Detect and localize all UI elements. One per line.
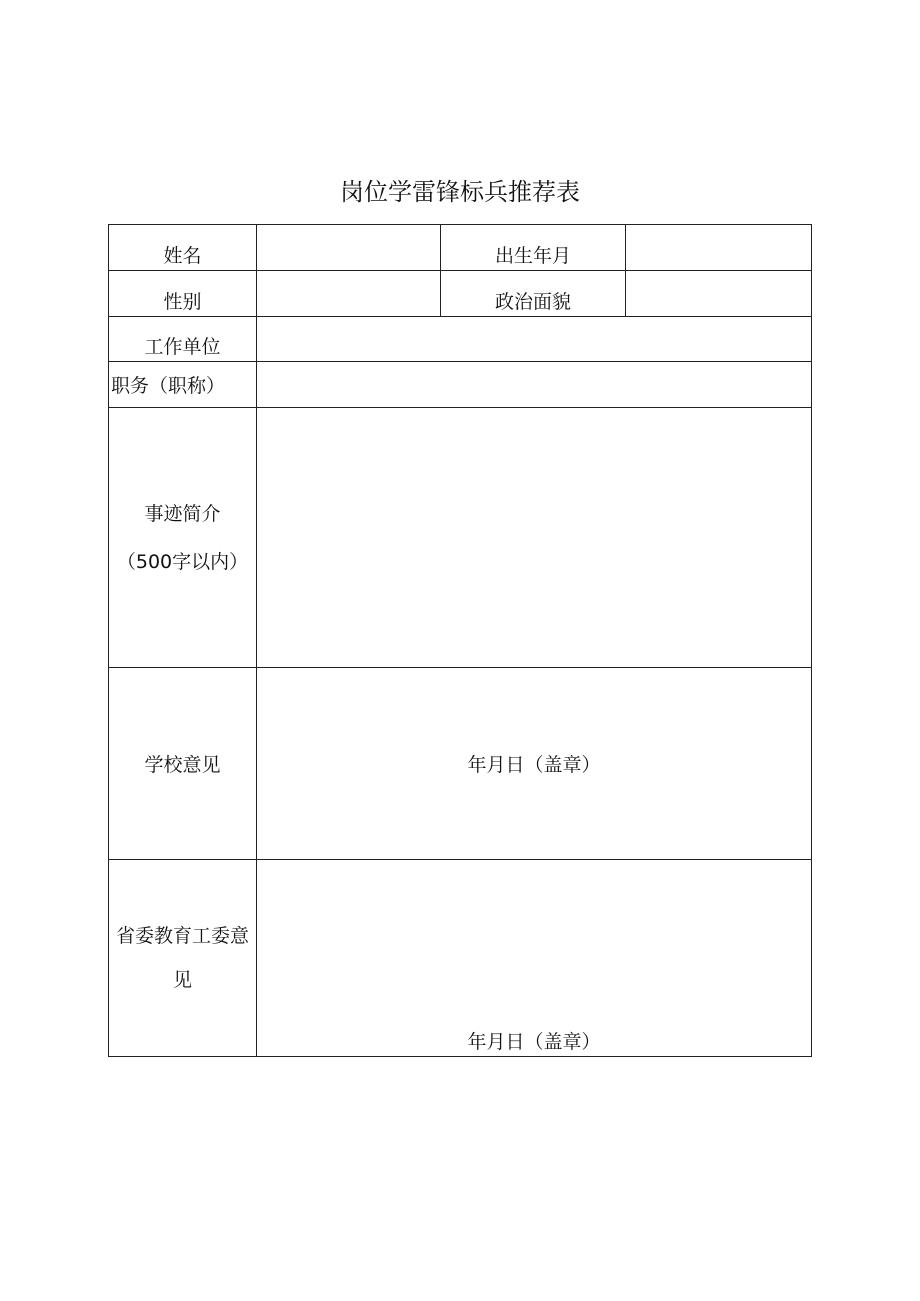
row-workplace (109, 317, 812, 362)
position-title-label: 职务（职称） (109, 362, 257, 408)
committee-stamp-date: 年月日（盖章） (467, 1031, 601, 1053)
deeds-label-line1: 事迹简介 (144, 502, 221, 525)
committee-label-line1: 省委教育工委意 (115, 925, 249, 947)
workplace-field[interactable] (257, 317, 812, 362)
school-opinion-field[interactable] (257, 668, 812, 860)
school-opinion-label: 学校意见 (109, 668, 257, 860)
deeds-field[interactable] (257, 408, 812, 668)
row-gender-politics (109, 271, 812, 317)
committee-label-line2: 见 (172, 969, 192, 991)
committee-opinion-label (109, 860, 257, 1057)
form-title: 岗位学雷锋标兵推荐表 (340, 178, 580, 206)
name-label: 姓名 (109, 225, 257, 271)
deeds-label (109, 408, 257, 668)
recommendation-form-table (108, 224, 812, 1057)
row-deeds (109, 408, 812, 668)
row-committee-opinion (109, 860, 812, 1057)
school-stamp-date: 年月日（盖章） (467, 754, 601, 776)
name-field[interactable] (257, 225, 441, 271)
deeds-label-line2: （500字以内） (116, 550, 249, 573)
birth-date-label: 出生年月 (441, 225, 626, 271)
political-status-field[interactable] (626, 271, 812, 317)
row-position (109, 362, 812, 408)
political-status-label: 政治面貌 (441, 271, 626, 317)
position-title-field[interactable] (257, 362, 812, 408)
committee-opinion-field[interactable] (257, 860, 812, 1057)
birth-date-field[interactable] (626, 225, 812, 271)
gender-label: 性别 (109, 271, 257, 317)
workplace-label: 工作单位 (109, 317, 257, 362)
gender-field[interactable] (257, 271, 441, 317)
row-school-opinion (109, 668, 812, 860)
row-name-birth (109, 225, 812, 271)
